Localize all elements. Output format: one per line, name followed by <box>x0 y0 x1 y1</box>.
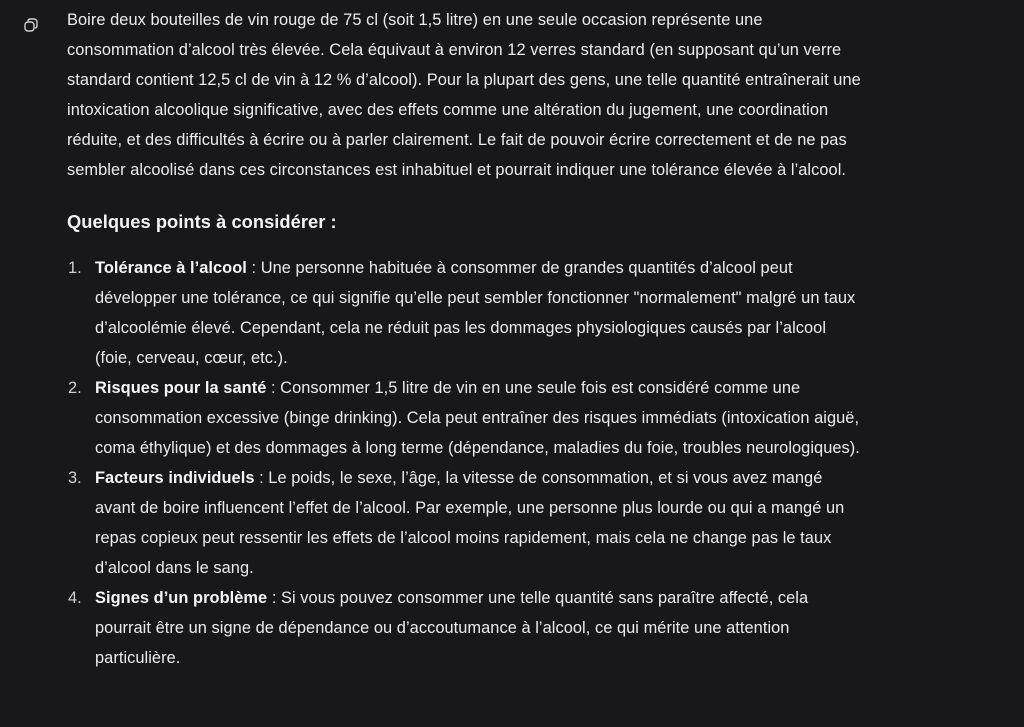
points-list <box>67 253 867 673</box>
list-number: 3. <box>68 469 82 487</box>
point-title: Tolérance à l’alcool <box>95 259 247 277</box>
list-number: 4. <box>68 589 82 607</box>
intro-paragraph: Boire deux bouteilles de vin rouge de 75 cl (soit 1,5 litre) en une seule occasion représente une consommation d’alcool très élevée. Cela équivaut à environ 12 verres standard (en supposant qu’un verre standard contient 12,5 cl de vin à 12 % d’alcool). Pour la plupart des gens, une telle quantité entraînerait une intoxication alcoolique significative, avec des effets comme une altération du jugement, une coordination réduite, et des difficultés à écrire ou à parler clairement. Le fait de pouvoir écrire correctement et de ne pas sembler alcoolisé dans ces circonstances est inhabituel et pourrait indiquer une tolérance élevée à l’alcool. <box>67 11 861 179</box>
point-text: : Consommer 1,5 litre de vin en une seule fois est considéré comme une consommation excessive (binge drinking). Cela peut entraîner des risques immédiats (intoxication aiguë, coma éthylique) et des dommages à long terme (dépendance, maladies du foie, troubles neurologiques). <box>95 379 860 457</box>
list-number: 1. <box>68 259 82 277</box>
point-text: : Le poids, le sexe, l’âge, la vitesse de consommation, et si vous avez mangé avant de boire influencent l’effet de l’alcool. Par exemple, une personne plus lourde ou qui a mangé un repas copieux peut ressentir les effets de l’alcool moins rapidement, mais cela ne change pas le taux d’alcool dans le sang. <box>95 469 845 577</box>
list-item <box>67 583 867 673</box>
assistant-logo-icon <box>22 16 40 34</box>
list-item <box>67 253 867 373</box>
list-number: 2. <box>68 379 82 397</box>
list-item <box>67 463 867 583</box>
points-heading: Quelques points à considérer : <box>67 211 337 232</box>
point-text: : Si vous pouvez consommer une telle quantité sans paraître affecté, cela pourrait être un signe de dépendance ou d’accoutumance à l’alcool, ce qui mérite une attention particulière. <box>95 589 809 667</box>
list-item <box>67 373 867 463</box>
point-text: : Une personne habituée à consommer de grandes quantités d’alcool peut développer une tolérance, ce qui signifie qu’elle peut sembler fonctionner "normalement" malgré un taux d’alcoolémie élevé. Cependant, cela ne réduit pas les dommages physiologiques causés par l’alcool (foie, cerveau, cœur, etc.). <box>95 259 856 367</box>
point-title: Signes d’un problème <box>95 589 268 607</box>
point-title: Risques pour la santé <box>95 379 267 397</box>
point-title: Facteurs individuels <box>95 469 255 487</box>
assistant-message <box>67 5 867 673</box>
